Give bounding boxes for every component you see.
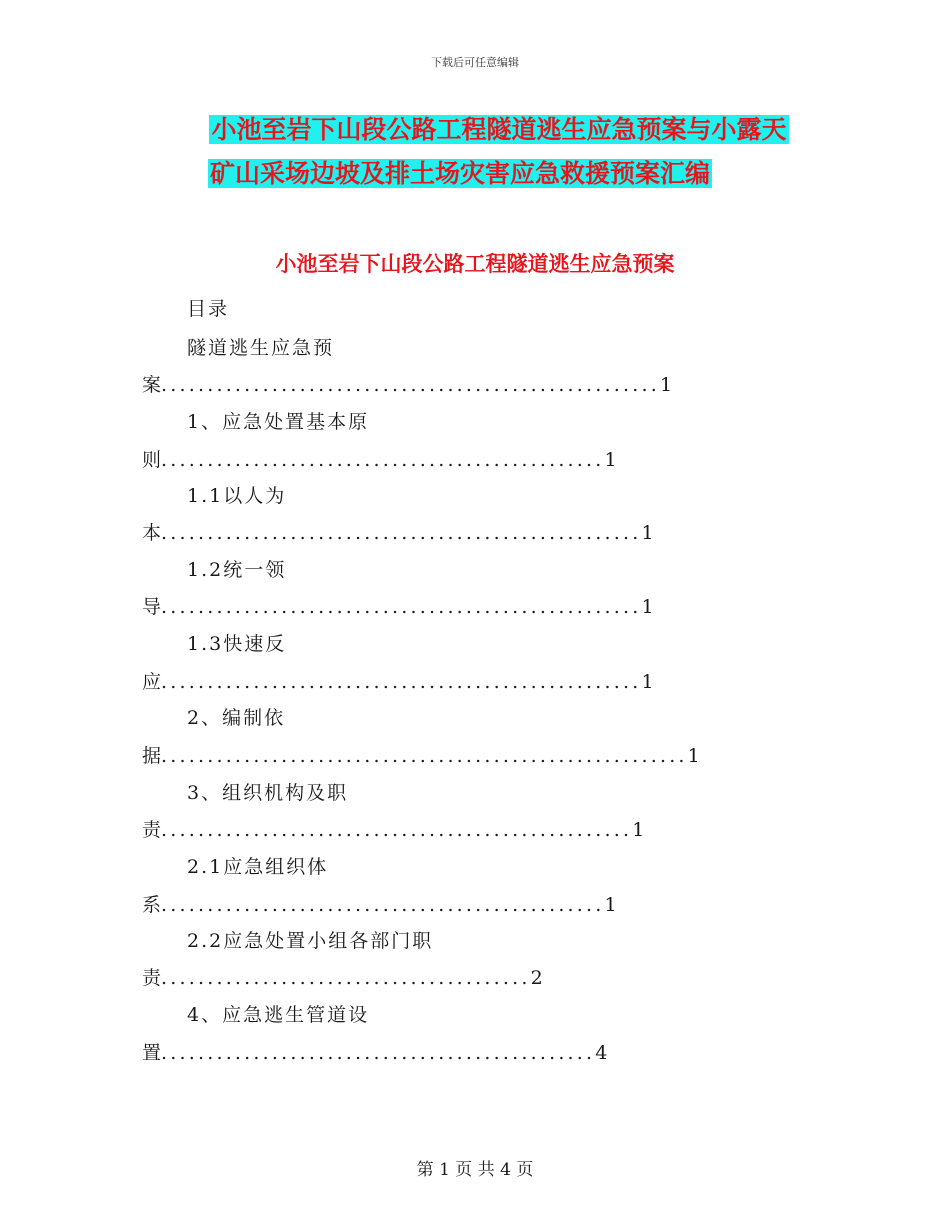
toc-entry-title[interactable]: 2.2应急处置小组各部门职	[187, 930, 434, 952]
toc-entry-title[interactable]: 3、组织机构及职	[187, 782, 349, 804]
toc-entry-leader[interactable]: 系................................................1	[142, 894, 617, 916]
toc-entry-title[interactable]: 1.3快速反	[187, 633, 287, 655]
toc-entry-leader[interactable]: 导....................................................1	[142, 596, 654, 618]
toc-entry-title[interactable]: 2、编制依	[187, 707, 286, 729]
toc-entry-title[interactable]: 1.1以人为	[187, 485, 287, 507]
header-note: 下载后可任意编辑	[431, 56, 519, 69]
toc-entry-leader[interactable]: 据.........................................................1	[142, 745, 700, 767]
toc-entry-leader[interactable]: 应....................................................1	[142, 671, 654, 693]
page-footer: 第 1 页 共 4 页	[416, 1160, 534, 1180]
toc-heading: 目录	[187, 298, 230, 320]
toc-entry-leader[interactable]: 案......................................................1	[142, 374, 673, 396]
toc-entry-title[interactable]: 2.1应急组织体	[187, 856, 329, 878]
toc-entry-leader[interactable]: 责........................................2	[142, 967, 543, 989]
toc-entry-leader[interactable]: 本....................................................1	[142, 522, 654, 544]
toc-entry-title[interactable]: 1.2统一领	[187, 559, 287, 581]
toc-entry-leader[interactable]: 置...............................................4	[142, 1042, 608, 1064]
section-title: 小池至岩下山段公路工程隧道逃生应急预案	[275, 251, 675, 276]
toc-entry-title[interactable]: 隧道逃生应急预	[187, 337, 335, 359]
main-title-line2: 矿山采场边坡及排土场灾害应急救援预案汇编	[209, 159, 710, 188]
main-title-line1: 小池至岩下山段公路工程隧道逃生应急预案与小露天	[211, 115, 787, 144]
toc-entry-leader[interactable]: 责...................................................1	[142, 819, 645, 841]
toc-entry-title[interactable]: 1、应急处置基本原	[187, 411, 370, 433]
toc-entry-leader[interactable]: 则................................................1	[142, 449, 617, 471]
toc-entry-title[interactable]: 4、应急逃生管道设	[187, 1004, 370, 1026]
